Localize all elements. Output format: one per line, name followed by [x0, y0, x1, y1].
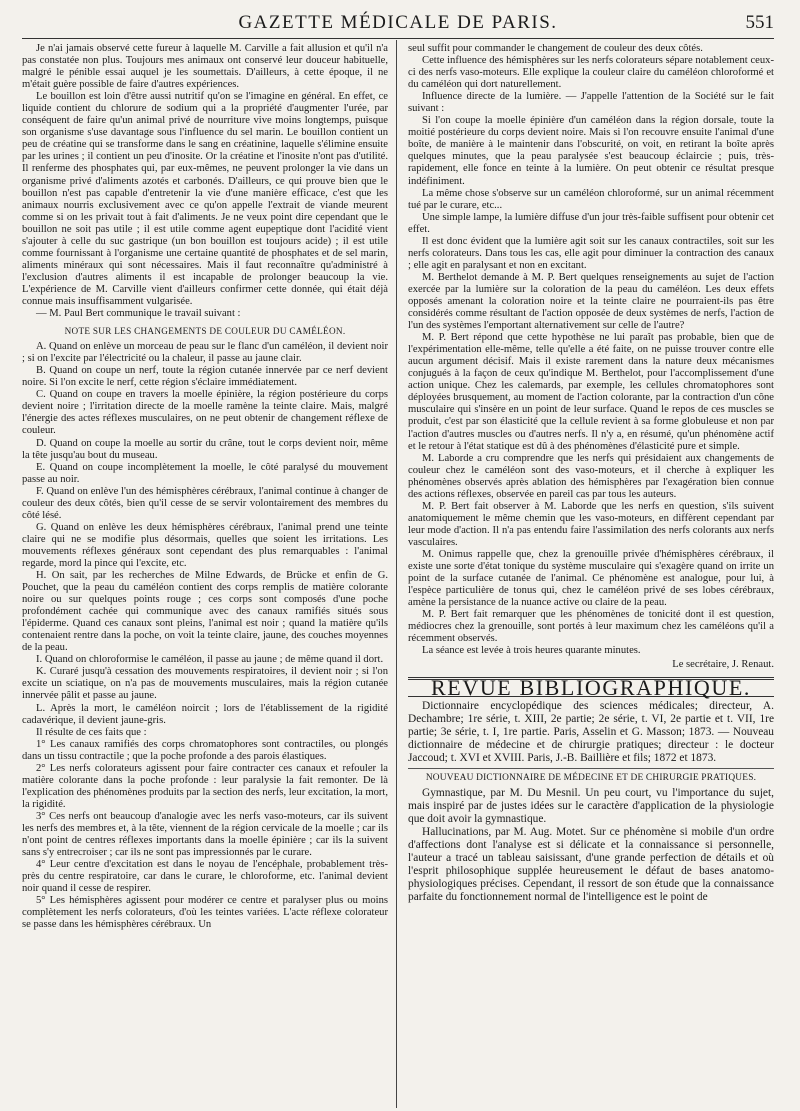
page-header — [22, 10, 774, 36]
paragraph: seul suffit pour commander le changement de couleur des deux côtés. — [408, 43, 703, 54]
note-item: E. Quand on coupe incomplètement la moelle, le côté paralysé du mouvement passe au noir. — [22, 461, 388, 485]
note-item: G. Quand on enlève les deux hémisphères cérébraux, l'animal prend une teinte claire qui ne se modifie plus désormais, quelles que soient les irritations. Les mouvements réflexes généraux sont cependant des plus remarquables : l'animal regarde, mord la pince qui l'excite, etc. — [22, 521, 388, 569]
review-hallucinations: Hallucinations, par M. Aug. Motet. Sur ce phénomène si mobile d'un ordre d'affections dont l'analyse est si délicate et la connaissance si personnelle, l'auteur a tracé un tableau saisissant, d'une grande perfection de détails et où l'esprit philosophique supplée heureusement le défaut de bases anatomo-physiologiques précises. Cependant, il ressort de son étude que la connaissance parfaite du fonctionnement normal de l'intelligence est le point de — [408, 826, 774, 904]
conclusion-item: 2° Les nerfs colorateurs agissent pour faire contracter ces canaux et refouler la matière colorante dans la poche profonde : leur paralysie la fait remonter. De là l'explication des phénomènes produits par la section des nerfs, leur excitation, la mort, la rigidité. — [22, 762, 388, 810]
note-item: H. On sait, par les recherches de Milne Edwards, de Brücke et enfin de G. Pouchet, que la peau du caméléon contient des corps remplis de matière colorante noire ou sur quelques points rouge ; ces corps sont composés d'une poche profondément cachée qui communique avec des canaux ramifiés situés sous l'épiderme. Quand ces canaux sont pleins, l'animal est noir ; quand la matière qu'ils contenaient rentre dans la poche, on voit la teinte claire, jaune, des couches moyennes de la peau. — [22, 570, 388, 654]
paragraph: M. P. Bert répond que cette hypothèse ne lui paraît pas probable, bien que de l'expérimentation elle-même, telle qu'elle a été faite, on ne puisse trouver contre elle aucun argument décisif. Mais il existe rarement dans la nature deux mécanismes conjugués à la façon de ceux qu'indique M. Berthelot, pour l'accomplissement d'une action unique. Chez les calemards, par exemple, les cellules chromatophores sont déployées brusquement, au moment de l'action colorante, par la contraction d'un cône musculaire qui s'insère en un point de leur surface. Quand le repos de ces muscles se produit, c'est par son élasticité que la cellule revient à sa forme globuleuse et non par l'action d'autres muscles ou d'autres nerfs. Il n'y a, en résumé, qu'un phénomène actif et le retour à l'état statique est dû à des phénomènes d'élasticité pure et simple. — [408, 332, 774, 452]
paragraph: M. Laborde a cru comprendre que les nerfs qui présidaient aux changements de couleur chez le caméléon sont des vaso-moteurs, et il cherche à expliquer les phénomènes observés après ablation des hémisphères par l'exagération bien connue des actions réflexes, observée en pareil cas par tous les auteurs. — [408, 452, 774, 500]
note-item: F. Quand on enlève l'un des hémisphères cérébraux, l'animal continue à changer de couleur des deux côtés, bien qu'il cesse de se servir volontairement des membres du côté lésé. — [22, 485, 388, 521]
subsection-title: NOUVEAU DICTIONNAIRE DE MÉDECINE ET DE CHIRURGIE PRATIQUES. — [408, 768, 774, 785]
note-item: K. Curaré jusqu'à cessation des mouvements respiratoires, il devient noir ; si l'on excite un sciatique, on n'a pas de mouvements musculaires, mais la région cutanée innervée pâlit et passe au jaune. — [22, 666, 388, 702]
right-column — [408, 43, 774, 1107]
secretary-signature: Le secrétaire, J. Renaut. — [672, 659, 774, 671]
paragraph: Une simple lampe, la lumière diffuse d'un jour très-faible suffisent pour obtenir cet effet. — [408, 211, 774, 235]
revue-title: REVUE BIBLIOGRAPHIQUE. — [431, 675, 751, 701]
conclusion-item: 4° Leur centre d'excitation est dans le noyau de l'encéphale, probablement très-près du centre respiratoire, car dans le curare, le chloroforme, etc. l'animal devient noir quand il cesse de respirer. — [22, 859, 388, 895]
column-divider — [396, 40, 397, 1108]
note-item: B. Quand on coupe un nerf, toute la région cutanée innervée par ce nerf devient noire. Si l'on excite le nerf, cette région s'éclaire immédiatement. — [22, 365, 388, 389]
paragraph: La même chose s'observe sur un caméléon chloroformé, sur un animal récemment tué par le curare, etc... — [408, 187, 774, 211]
paragraph: — M. Paul Bert communique le travail suivant : — [36, 308, 241, 320]
paragraph: M. P. Bert fait remarquer que les phénomènes de tonicité dont il est question, médiocres chez la grenouille, sont portés à leur maximum chez les caméléons qu'il a récemment observés. — [408, 609, 774, 645]
note-item: L. Après la mort, le caméléon noircit ; lors de l'établissement de la rigidité cadavérique, il devient jaune-gris. — [22, 702, 388, 726]
paragraph: Le bouillon est loin d'être aussi nutritif qu'on se l'imagine en général. En effet, ce liquide contient du chlorure de sodium qui a la propriété d'augmenter l'urée, par conséquent de faire qu'un animal privé de nourriture vive moins longtemps, puisque son organisme s'use davantage sous l'influence du sel marin. Le bouillon contient un peu de créatine qui se transforme dans le sang en créatinine, laquelle s'élimine ensuite par les urines ; il contient un peu d'inosite. Or la créatine et l'inosite n'ont pas d'utilité. Il renferme des phosphates qui, par eux-mêmes, ne peuvent prolonger la vie dans un organisme privé d'aliments azotés et carbonés. D'ailleurs, ce qui prouve bien que le bouillon n'est pas capable d'entretenir la vie d'une manière efficace, c'est que les animaux nourris exclusivement avec ce qu'on appelle l'extrait de viande meurent comme si on les privait tout à fait d'aliments. Je ne veux point dire cependant que le bouillon ne soit pas utile ; il est utile comme agent eupeptique dont l'acidité vient s'ajouter à celle du suc gastrique (un bon bouillon est toujours acide) ; il est utile comme fournissant à l'organisme une certaine quantité de phosphates et de sel marin, aliments minéraux qui sont nécessaires. Mais il faut reconnaître qu'administré à l'exclusion d'autres aliments il est incapable de prolonger beaucoup la vie. L'expérience de M. Carville vient d'ailleurs confirmer cette donnée, qui était déjà connue mais insuffisamment vulgarisée. — [22, 91, 388, 307]
note-item: D. Quand on coupe la moelle au sortir du crâne, tout le corps devient noir, même la tête jusqu'au bout du museau. — [22, 437, 388, 461]
paragraph: Influence directe de la lumière. — J'appelle l'attention de la Société sur le fait suivant : — [408, 91, 774, 115]
note-item: A. Quand on enlève un morceau de peau sur le flanc d'un caméléon, il devient noir ; si on l'excite par l'électricité ou la chaleur, il passe au jaune clair. — [22, 341, 388, 365]
paragraph: Cette influence des hémisphères sur les nerfs colorateurs sépare notablement ceux-ci des nerfs vaso-moteurs. Elle explique la couleur claire du caméléon chloroformé et du caméléon qui dort naturellement. — [408, 55, 774, 91]
note-item: C. Quand on coupe en travers la moelle épinière, la région postérieure du corps devient noire ; l'irritation directe de la moelle ramène la teinte claire. Mais, malgré l'énergie des actes réflexes musculaires, on ne peut obtenir de changement réflexe de couleur. — [22, 389, 388, 437]
paragraph: M. Onimus rappelle que, chez la grenouille privée d'hémisphères cérébraux, il existe une sorte d'état tonique du système musculaire qui s'exagère quand on irrite un point de la surface cutanée de l'animal. Ce phénomène est analogue, pour lui, à l'espèce particulière de tonus qui, chez le caméléon privé de ses lobes cérébraux, amène la persistance de la nuance active ou claire de la peau. — [408, 548, 774, 609]
journal-title: GAZETTE MÉDICALE DE PARIS. — [238, 12, 558, 33]
bibliography-section — [408, 700, 774, 904]
conclusion-intro: Il résulte de ces faits que : — [36, 726, 147, 738]
note-item: I. Quand on chloroformise le caméléon, il passe au jaune ; de même quand il dort. — [36, 654, 384, 666]
paragraph: Il est donc évident que la lumière agit soit sur les canaux contractiles, soit sur les nerfs colorateurs. Dans tous les cas, elle agit pour diminuer la contraction des canaux ; elle agit en paralysant et non en excitant. — [408, 235, 774, 271]
section-title: NOTE SUR LES CHANGEMENTS DE COULEUR DU CAMÉLÉON. — [64, 326, 346, 337]
conclusion-item: 3° Ces nerfs ont beaucoup d'analogie avec les nerfs vaso-moteurs, car ils suivent les nerfs des membres et, à la tête, viennent de la région cervicale de la moelle ; car ils n'ont point de centres réflexes importants dans la moelle épinière ; car ils la suivent sans s'y entrecroiser ; car ils ne sont pas impressionnés par le curare. — [22, 810, 388, 859]
paragraph: M. P. Bert fait observer à M. Laborde que les nerfs en question, s'ils suivent anatomiquement le même chemin que les vaso-moteurs, en diffèrent cependant par leur mode d'action. Il n'a pas entendu faire l'assimilation des nerfs colorants aux nerfs vasculaires. — [408, 500, 774, 548]
review-gymnastique: Gymnastique, par M. Du Mesnil. Un peu court, vu l'importance du sujet, mais inspiré par de justes idées sur le caractère d'application de la physiologie que doit avoir la gymnastique. — [408, 787, 774, 826]
header-rule — [22, 38, 774, 39]
page-number: 551 — [745, 12, 774, 33]
conclusion-item: 5° Les hémisphères agissent pour modérer ce centre et paralyser plus ou moins complètement les nerfs colorateurs, d'où les teintes variées. L'acte réflexe colorateur se passe dans les hémisphères cérébraux. Un — [22, 895, 388, 931]
conclusion-item: 1° Les canaux ramifiés des corps chromatophores sont contractiles, ou plongés dans un tissu contractile ; que la poche profonde a des parois élastiques. — [22, 738, 388, 762]
bibliography-entry: Dictionnaire encyclopédique des sciences médicales; directeur, A. Dechambre; 1re série, t. XIII, 2e partie; 2e série, t. VI, 2e partie et t. VII, 1re partie; 3e série, t. I, 1re partie. Paris, Asselin et G. Masson; 1873. — Nouveau dictionnaire de médecine et de chirurgie pratiques; directeur : le docteur Jaccoud; t. XVI et XVIII. Paris, J.-B. Baillière et fils; 1872 et 1873. — [408, 700, 774, 765]
left-column — [22, 43, 388, 1107]
paragraph: Je n'ai jamais observé cette fureur à laquelle M. Carville a fait allusion et qu'il n'a pas constatée non plus. Toujours mes animaux ont conservé leur douceur habituelle, malgré le pénible essai auquel je les soumettais. D'ailleurs, à cette époque, il ne m'était guère possible de faire d'autres expériences. — [22, 43, 388, 91]
paragraph: M. Berthelot demande à M. P. Bert quelques renseignements au sujet de l'action exercée par la lumière sur la coloration de la peau du caméléon. Les deux effets opposés amenant la coloration noire et la teinte claire ne pourraient-ils pas être considérés comme résultant de l'action opposée de deux systèmes de nerfs, l'action de l'un des systèmes l'emportant alternativement sur celle de l'autre? — [408, 271, 774, 332]
paragraph: Si l'on coupe la moelle épinière d'un caméléon dans la région dorsale, toute la moitié postérieure du corps devient noire. Mais si l'on recouvre ensuite l'animal d'une boîte, de manière à le maintenir dans l'obscurité, on voit, en retirant la boîte après quelques minutes, que la peau paralysée s'est beaucoup éclaircie ; puis, très-rapidement, elle fonce en teinte à la lumière. On peut obtenir ce résultat presque indéfiniment. — [408, 115, 774, 187]
paragraph: La séance est levée à trois heures quarante minutes. — [422, 645, 641, 657]
